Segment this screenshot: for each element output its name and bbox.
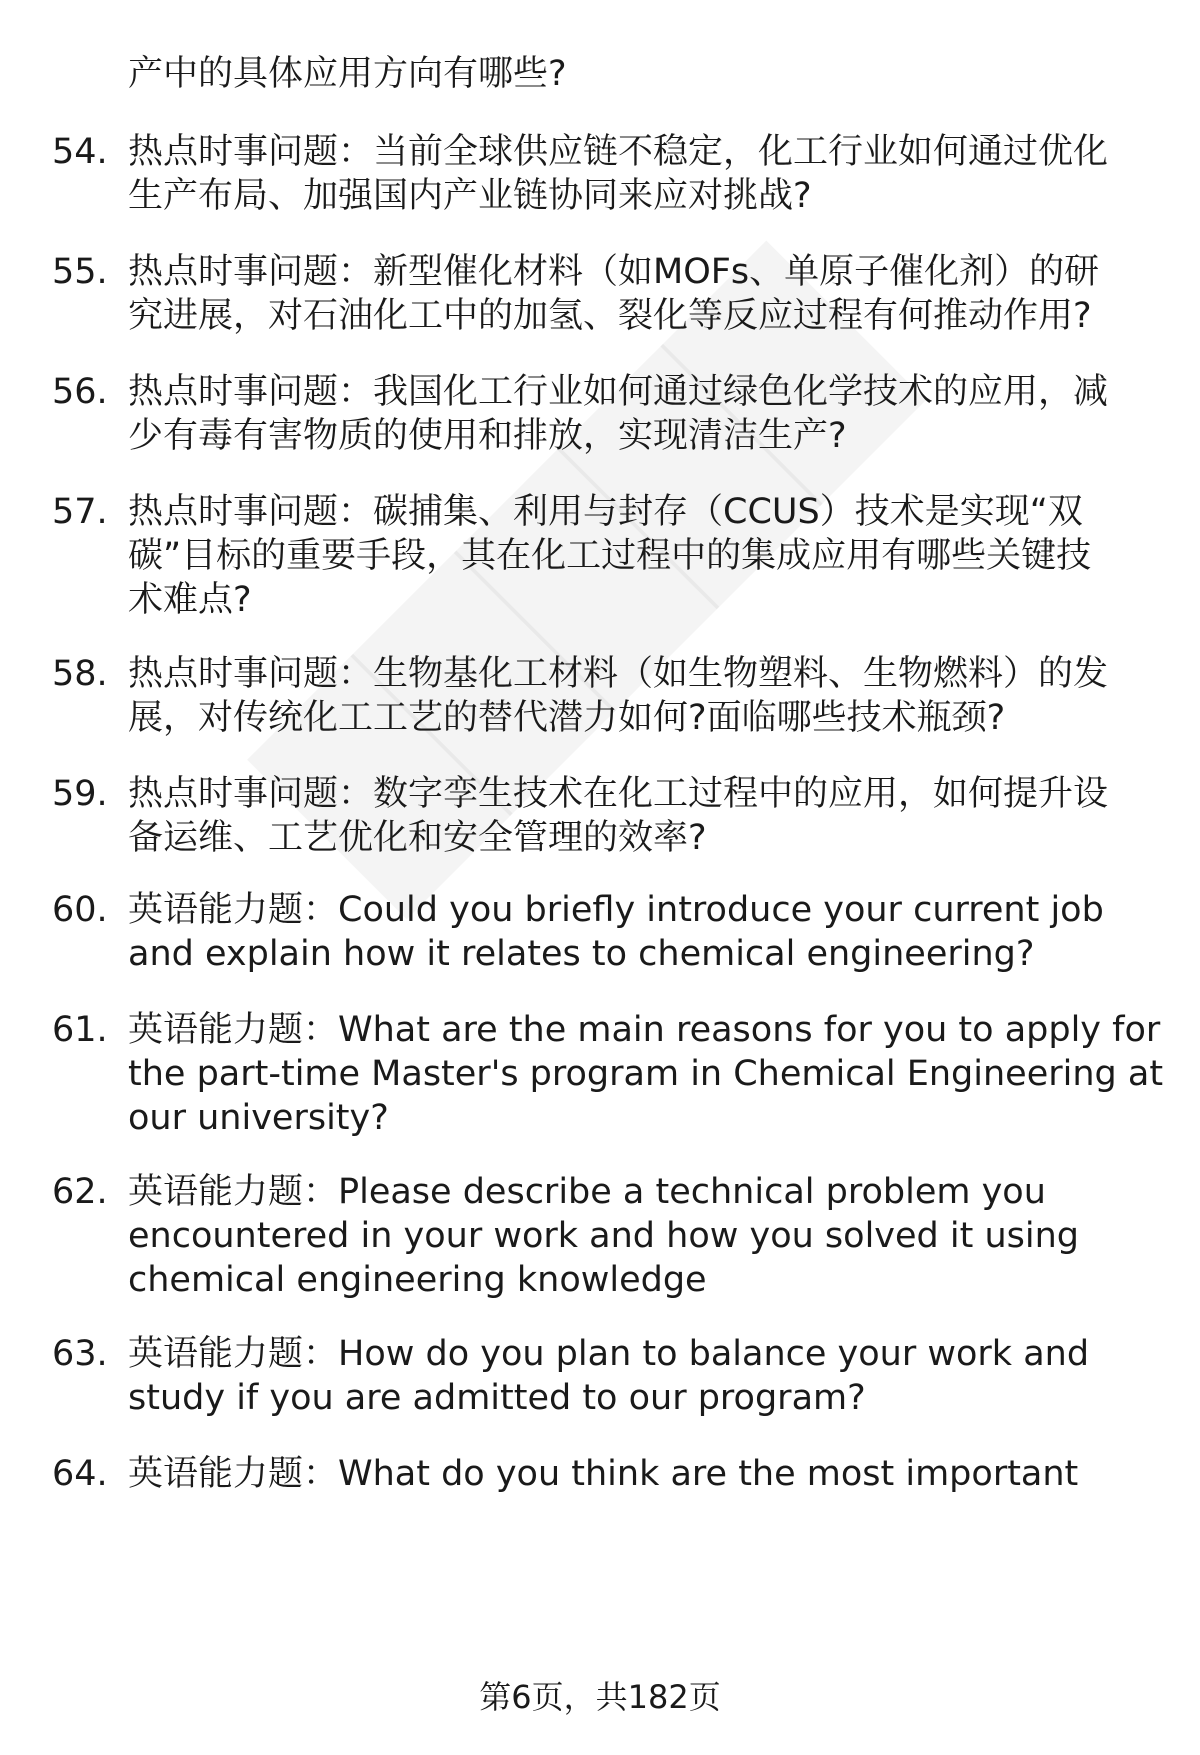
question-line: our university?: [128, 1098, 389, 1138]
question-line: 展，对传统化工工艺的替代潜力如何?面临哪些技术瓶颈?: [128, 698, 1006, 738]
question-line: 英语能力题：How do you plan to balance your work and: [128, 1334, 1090, 1374]
question-line: 生产布局、加强国内产业链协同来应对挑战?: [128, 176, 812, 216]
question-line: 热点时事问题：数字孪生技术在化工过程中的应用，如何提升设: [128, 774, 1109, 814]
question-line: 英语能力题：What are the main reasons for you to apply for: [128, 1010, 1161, 1050]
question-line: encountered in your work and how you solved it using: [128, 1216, 1079, 1256]
question-line: 术难点?: [128, 580, 252, 620]
question-line: 热点时事问题：新型催化材料（如MOFs、单原子催化剂）的研: [128, 252, 1100, 292]
question-line: 英语能力题：Could you briefly introduce your current job: [128, 890, 1104, 930]
question-line: 少有毒有害物质的使用和排放，实现清洁生产?: [128, 416, 847, 456]
question-number: 57.: [52, 492, 108, 532]
question-line: 碳”目标的重要手段，其在化工过程中的集成应用有哪些关键技: [128, 536, 1092, 576]
question-number: 63.: [52, 1334, 108, 1374]
question-number: 55.: [52, 252, 108, 292]
question-line: 热点时事问题：我国化工行业如何通过绿色化学技术的应用，减: [128, 372, 1109, 412]
question-number: 60.: [52, 890, 108, 930]
question-number: 59.: [52, 774, 108, 814]
question-number: 56.: [52, 372, 108, 412]
page-footer: 第6页，共182页: [479, 1678, 721, 1716]
question-line: and explain how it relates to chemical engineering?: [128, 934, 1035, 974]
question-line: 究进展，对石油化工中的加氢、裂化等反应过程有何推动作用?: [128, 296, 1092, 336]
question-number: 61.: [52, 1010, 108, 1050]
question-line: 热点时事问题：生物基化工材料（如生物塑料、生物燃料）的发: [128, 654, 1109, 694]
question-number: 54.: [52, 132, 108, 172]
continuation-line: 产中的具体应用方向有哪些?: [128, 54, 567, 94]
question-line: 热点时事问题：当前全球供应链不稳定，化工行业如何通过优化: [128, 132, 1109, 172]
question-line: 热点时事问题：碳捕集、利用与封存（CCUS）技术是实现“双: [128, 492, 1083, 532]
question-line: chemical engineering knowledge: [128, 1260, 707, 1300]
question-line: 英语能力题：Please describe a technical problem you: [128, 1172, 1046, 1212]
question-number: 58.: [52, 654, 108, 694]
question-line: study if you are admitted to our program?: [128, 1378, 866, 1418]
question-line: 英语能力题：What do you think are the most important: [128, 1454, 1079, 1494]
question-number: 64.: [52, 1454, 108, 1494]
question-line: 备运维、工艺优化和安全管理的效率?: [128, 818, 707, 858]
question-line: the part-time Master's program in Chemical Engineering at: [128, 1054, 1164, 1094]
question-number: 62.: [52, 1172, 108, 1212]
